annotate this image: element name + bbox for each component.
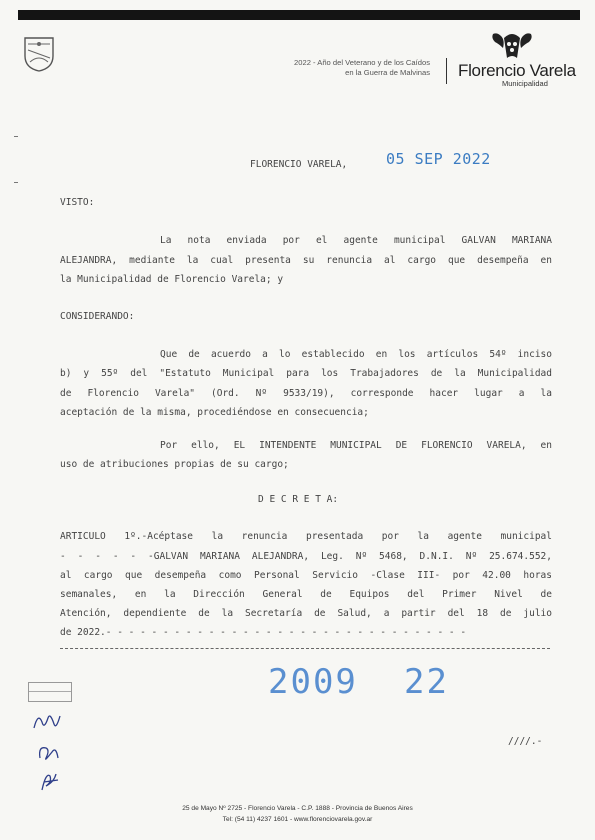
visto-line: La nota enviada por el agente municipal GALVAN MARIANA [160,235,552,246]
dashed-separator [60,648,550,649]
visto-line: la Municipalidad de Florencio Varela; y [60,274,284,285]
article-line: Atención, dependiente de la Secretaría de Salud, a partir del 18 de julio [60,608,552,619]
considerando-line: Por ello, EL INTENDENTE MUNICIPAL DE FLORENCIO VARELA, en [160,440,552,451]
dateline-place: FLORENCIO VARELA, [250,159,348,170]
header-divider [446,58,447,84]
visto-heading: VISTO: [60,197,95,208]
dateline-date-stamp: 05 SEP 2022 [386,150,491,168]
brand-name: Florencio Varela [458,61,576,80]
year-motto-line2: en la Guerra de Malvinas [345,68,430,77]
decree-year-stamp: 22 [404,662,449,702]
year-motto-line1: 2022 - Año del Veterano y de los Caídos [294,58,430,67]
decree-number-stamp: 2009 [268,662,358,702]
margin-mark [14,182,18,183]
considerando-line: Que de acuerdo a lo establecido en los artículos 54º inciso [160,349,552,360]
brand-subtitle: Municipalidad [502,79,548,88]
article-line: al cargo que desempeña como Personal Servicio -Clase III- por 42.00 horas [60,570,552,581]
considerando-heading: CONSIDERANDO: [60,311,135,322]
article-line: semanales, en la Dirección General de Equipos del Primer Nivel de [60,589,552,600]
florencio-varela-logo-icon [489,30,535,60]
footer-contact: Tel: (54 11) 4237 1601 - www.florenciovarela.gov.ar [222,816,373,823]
decreta-heading: D E C R E T A: [258,494,339,505]
initials-signature-icon [34,740,62,764]
initials-signature-icon [30,708,64,736]
article-line: - - - - - -GALVAN MARIANA ALEJANDRA, Leg. Nº 5468, D.N.I. Nº 25.674.552, [60,551,552,562]
footer-address: 25 de Mayo Nº 2725 - Florencio Varela - C.P. 1888 - Provincia de Buenos Aires [182,805,413,812]
continuation-mark: ////.- [508,736,543,747]
article-line: de 2022.- - - - - - - - - - - - - - - - - - - - - - - - - - - - - - - - [60,627,467,638]
considerando-line: aceptación de la misma, procediéndose en consecuencia; [60,407,369,418]
registry-stamp [28,682,72,702]
scan-top-edge [18,10,580,20]
year-motto [236,58,430,78]
visto-line: ALEJANDRA, mediante la cual presenta su renuncia al cargo que desempeña en [60,255,552,266]
considerando-line: de Florencio Varela" (Ord. Nº 9533/19), corresponde hacer lugar a la [60,388,552,399]
municipal-seal-icon [22,36,56,72]
considerando-line: uso de atribuciones propias de su cargo; [60,459,289,470]
considerando-line: b) y 55º del "Estatuto Municipal para los Trabajadores de la Municipalidad [60,368,552,379]
article-line: ARTICULO 1º.-Acéptase la renuncia presentada por la agente municipal [60,531,552,542]
margin-mark [14,136,18,137]
initials-signature-icon [36,768,62,794]
